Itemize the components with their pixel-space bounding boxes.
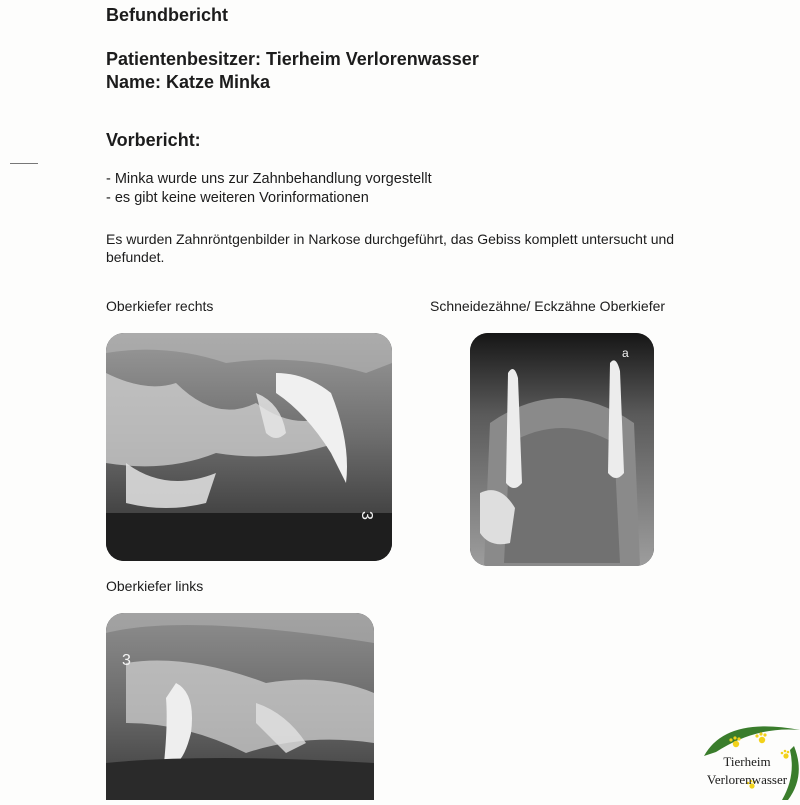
- caption-incisors: Schneidezähne/ Eckzähne Oberkiefer: [430, 298, 666, 314]
- xray-marker: 3: [122, 652, 131, 669]
- list-item: - es gibt keine weiteren Vorinformationen: [106, 190, 369, 206]
- exam-paragraph: Es wurden Zahnröntgenbilder in Narkose durchgeführt, das Gebiss komplett untersucht und befundet.: [106, 231, 675, 265]
- caption-upper-right: Oberkiefer rechts: [106, 298, 214, 314]
- caption-upper-left: Oberkiefer links: [106, 578, 204, 594]
- list-item: - Minka wurde uns zur Zahnbehandlung vorgestellt: [106, 171, 432, 187]
- xray-marker: 3: [358, 511, 375, 520]
- xray-marker: a: [622, 346, 629, 360]
- xray-upper-left: [106, 613, 374, 800]
- vorbericht-list: [106, 170, 432, 208]
- margin-mark: [10, 163, 38, 164]
- logo-text-line2: Verlorenwasser: [706, 772, 788, 787]
- xray-upper-right: [106, 333, 392, 561]
- patient-owner: Patientenbesitzer: Tierheim Verlorenwasser: [106, 49, 479, 69]
- report-title: Befundbericht: [106, 5, 229, 25]
- xray-incisors: [470, 333, 654, 566]
- vorbericht-heading: Vorbericht:: [106, 130, 201, 150]
- logo-text-line1: Tierheim: [723, 754, 771, 769]
- patient-name: Name: Katze Minka: [106, 72, 271, 92]
